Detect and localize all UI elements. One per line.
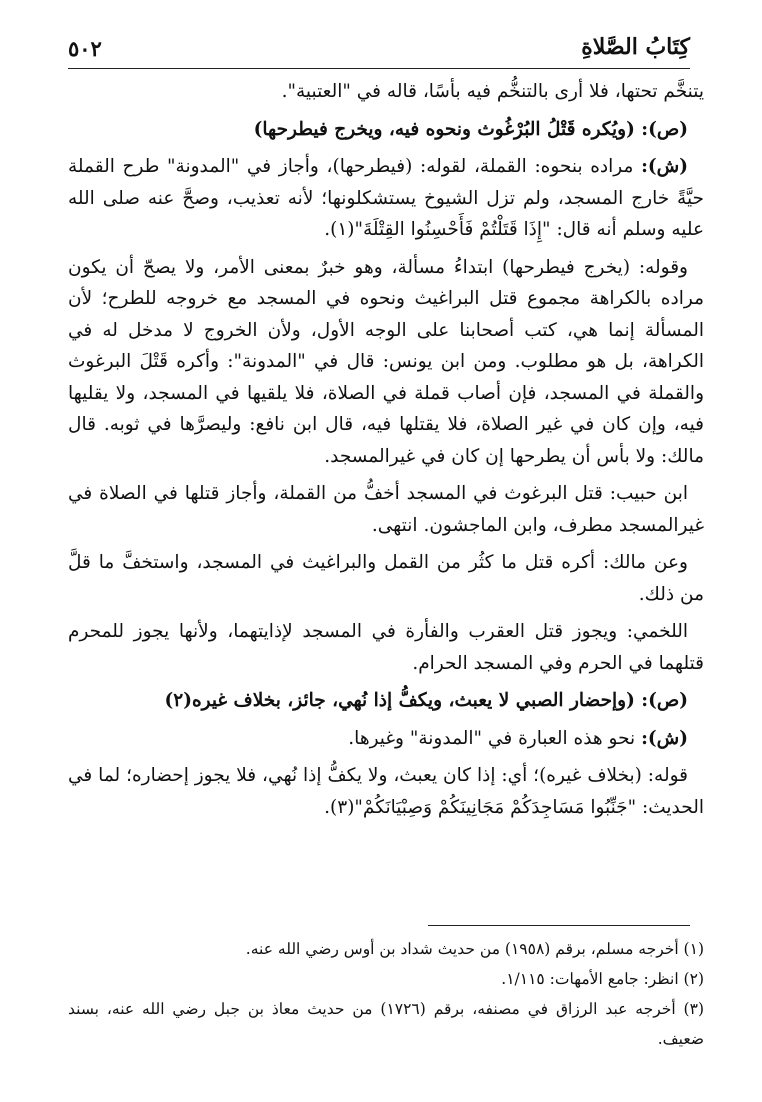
paragraph: ابن حبيب: قتل البرغوث في المسجد أخفُّ من القملة، وأجاز قتلها في الصلاة في غيرالمسجد مطرف، وابن الماجشون. انتهى. bbox=[68, 483, 704, 536]
paragraph: (ش): مراده بنحوه: القملة، لقوله: (فيطرحها)، وأجاز في "المدونة" طرح القملة حيَّةً خارج المسجد، ولم تزل الشيوخ يستشكلونها؛ لأنه تعذيب، وصحَّ عنه صلى الله عليه وسلم أنه قال: "إِذَا قَتَلْتُمْ فَأَحْسِنُوا القِتْلَةَ"(١). bbox=[68, 156, 704, 240]
footnotes bbox=[68, 934, 704, 1054]
footnote-divider bbox=[428, 925, 690, 926]
footnote: (٢) انظر: جامع الأمهات: ١/١١٥. bbox=[501, 970, 704, 988]
paragraph: (ص): (وإحضار الصبي لا يعبث، ويكفُّ إذا نُهي، جائز، بخلاف غيره(٢) bbox=[164, 690, 688, 711]
paragraph: يتنخَّم تحتها، فلا أرى بالتنخُّم فيه بأسًا، قاله في "العتبية". bbox=[281, 81, 704, 102]
footnote: (١) أخرجه مسلم، برقم (١٩٥٨) من حديث شداد بن أوس رضي الله عنه. bbox=[245, 940, 704, 958]
footnote: (٣) أخرجه عبد الرزاق في مصنفه، برقم (١٧٢٦) من حديث معاذ بن جبل رضي الله عنه، بسند ضعيف. bbox=[68, 1000, 704, 1048]
paragraph: (ص): (ويُكره قَتْلُ البُرْغُوث ونحوه فيه، ويخرج فيطرحها) bbox=[253, 118, 688, 140]
running-header bbox=[68, 28, 690, 69]
paragraph: وقوله: (يخرج فيطرحها) ابتداءُ مسألة، وهو خبرٌ بمعنى الأمر، ولا يصحّ أن يكون مراده بالكراهة مجموع قتل البراغيث ونحوه في المسجد مع خروجه للطرح؛ لأن المسألة إنما هي، كتب أصحابنا على الوجه الأول، ولأن الخروج لا مدخل له في الكراهة، بل هو مطلوب. ومن ابن يونس: قال في "المدونة": وأكره قَتْلَ البرغوث والقملة في المسجد، فإن أصاب قملة في الصلاة، فلا يلقيها في المسجد، ولا يقليها فيه، وإن كان في غير الصلاة، فلا يقتلها فيه، قال ابن نافع: وليصرَّها في ثوبه. قال مالك: ولا بأس أن يطرحها إن كان في غيرالمسجد. bbox=[68, 256, 704, 467]
paragraph: وعن مالك: أكره قتل ما كثُر من القمل والبراغيث في المسجد، واستخفَّ ما قلَّ من ذلك. bbox=[68, 552, 704, 605]
book-title: كِتَابُ الصَّلاةِ bbox=[581, 34, 690, 60]
paragraph: قوله: (بخلاف غيره)؛ أي: إذا كان يعبث، ولا يكفُّ إذا نُهي، فلا يجوز إحضاره؛ لما في الحديث: "جَنِّبُوا مَسَاجِدَكُمْ مَجَانِينَكُمْ وَصِبْيَانَكُمْ"(٣). bbox=[68, 765, 704, 818]
paragraph: اللخمي: ويجوز قتل العقرب والفأرة في المسجد لإذايتهما، ولأنها يجوز للمحرم قتلهما في الحرم وفي المسجد الحرام. bbox=[68, 621, 704, 674]
main-text bbox=[68, 76, 704, 829]
paragraph: (ش): نحو هذه العبارة في "المدونة" وغيرها. bbox=[348, 727, 688, 749]
page-number: ٥٠٢ bbox=[68, 36, 102, 61]
